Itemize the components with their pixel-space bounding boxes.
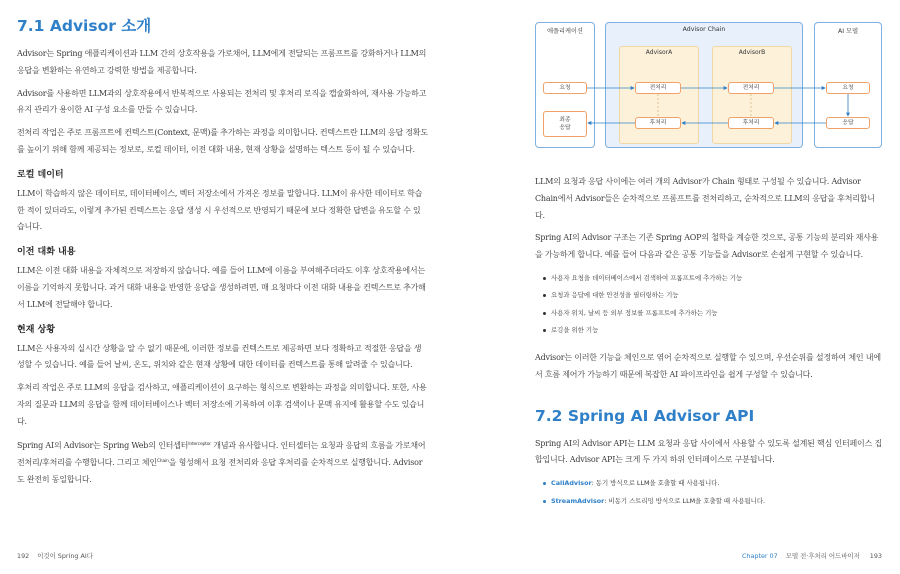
- interceptor-text-3: 을 형성해서 요청 전처리와 응답 후처리를 순차적으로 실행합니다. Advisor도 완전히 동일합니다.: [17, 458, 423, 485]
- ai-response-node: 응답: [826, 117, 870, 129]
- ai-request-node: 요청: [826, 82, 870, 94]
- interceptor-annotation: Interceptor: [188, 441, 211, 447]
- page-number-right: 193: [869, 552, 882, 560]
- api-item-call-advisor: [543, 475, 882, 493]
- feature-bullet-4: 로깅을 위한 기능: [543, 322, 882, 340]
- advisor-b-title: AdvisorB: [738, 49, 766, 56]
- previous-conversation-paragraph: LLM은 이전 대화 내용을 자체적으로 저장하지 않습니다. 예를 들어 LLM에 이름을 부여해주더라도 이후 상호작용에서는 이름을 기억하지 못합니다. 과거 대화 내용을 반영한 응답을 생성하려면, 매 요청마다 이전 대화 내용을 컨텍스트로 추가해서 LLM에 전달해야 합니다.: [17, 266, 426, 309]
- chapter-title: 모델 전·후처리 어드바이저: [785, 552, 860, 560]
- subheading-local-data: 로컬 데이터: [17, 169, 64, 180]
- postprocess-paragraph: 후처리 작업은 주로 LLM의 응답을 검사하고, 애플리케이션이 요구하는 형식으로 변환하는 과정을 의미합니다. 또한, 사용자의 질문과 LLM의 응답을 함께 데이터베이스나 벡터 저장소에 기록하여 이후 검색이나 문맥 유지에 활용할 수도 있습니다.: [17, 383, 427, 426]
- advisor-api-paragraph: Spring AI의 Advisor API는 LLM 요청과 응답 사이에서 사용할 수 있도록 설계된 핵심 인터페이스 집합입니다. Advisor API는 크게 두 가지 하위 인터페이스로 구분됩니다.: [535, 438, 882, 465]
- pipeline-paragraph: Advisor는 이러한 기능을 체인으로 엮어 순차적으로 실행할 수 있으며, 우선순위를 설정하여 체인 내에서 흐름 제어가 가능하기 때문에 복잡한 AI 파이프라인을 쉽게 구성할 수 있습니다.: [535, 352, 881, 379]
- feature-bullet-list: [535, 270, 882, 340]
- advisor-b-box: [712, 46, 792, 144]
- intro-paragraph-1: Advisor는 Spring 애플리케이션과 LLM 간의 상호작용을 가로채어, LLM에게 전달되는 프롬프트를 강화하거나 LLM의 응답을 변환하는 유연하고 강력한 방법을 제공합니다.: [17, 49, 427, 75]
- current-situation-paragraph: LLM은 사용자의 실시간 상황을 알 수 없기 때문에, 이러한 정보를 컨텍스트로 제공하면 보다 정확하고 적절한 응답을 생성할 수 있습니다. 예를 들어 날씨, 온도, 위치와 같은 현재 상황에 대한 데이터를 컨텍스트를 통해 알려줄 수 있습니다.: [17, 343, 422, 370]
- application-title: 애플리케이션: [547, 28, 583, 35]
- interceptor-text-2: 개념과 유사합니다. 인터셉터는 요청과 응답의 흐름을 가로채어 전처리/후처리를 수행합니다. 그리고 체인: [17, 440, 426, 468]
- section-heading-7-2: 7.2 Spring AI Advisor API: [535, 406, 755, 425]
- stream-advisor-desc: : 비동기 스트리밍 방식으로 LLM을 호출할 때 사용됩니다.: [604, 496, 766, 505]
- api-interface-list: [535, 475, 882, 510]
- feature-bullet-3: 사용자 위치, 날씨 등 외부 정보를 프롬프트에 추가하는 기능: [543, 305, 882, 323]
- advisor-a-postprocess-node: 후처리: [635, 117, 681, 129]
- page-number-left: 192: [17, 552, 30, 560]
- feature-bullet-1: 사용자 요청을 데이터베이스에서 검색하여 프롬프트에 추가하는 기능: [543, 270, 882, 288]
- api-item-stream-advisor: [543, 493, 882, 511]
- local-data-paragraph: LLM이 학습하지 않은 데이터로, 데이터베이스, 벡터 저장소에서 가져온 정보를 말합니다. LLM이 유사한 데이터로 학습한 적이 있더라도, 이렇게 추가된 컨텍스트는 응답 생성 시 우선적으로 반영되기 때문에 보다 정확한 답변을 유도할 수 있습니다.: [17, 188, 423, 232]
- advisor-a-box: [619, 46, 699, 144]
- interceptor-paragraph: [17, 437, 428, 489]
- advisor-chain-diagram: [535, 22, 882, 156]
- subheading-previous-conversation: 이전 대화 내용: [17, 247, 76, 258]
- call-advisor-desc: : 동기 방식으로 LLM을 호출할 때 사용됩니다.: [591, 479, 720, 488]
- right-footer: [742, 551, 882, 560]
- advisor-a-preprocess-node: 전처리: [635, 82, 681, 94]
- aop-paragraph: Spring AI의 Advisor 구조는 기존 Spring AOP의 철학을 계승한 것으로, 공통 기능의 분리와 재사용을 가능하게 합니다. 예를 들어 다음과 같은 공통 기능들을 Advisor로 손쉽게 구현할 수 있습니다.: [535, 233, 879, 260]
- chain-annotation: Chain: [156, 459, 169, 465]
- advisor-a-title: AdvisorA: [645, 49, 673, 56]
- subheading-current-situation: 현재 상황: [17, 324, 55, 335]
- feature-bullet-2: 요청과 응답에 대한 안전성을 필터링하는 기능: [543, 287, 882, 305]
- intro-paragraph-3: 전처리 작업은 주로 프롬프트에 컨텍스트(Context, 문맥)를 추가하는 과정을 의미합니다. 컨텍스트란 LLM의 응답 정확도를 높이기 위해 함께 제공되는 정보로, 로컬 데이터, 이전 대화 내용, 현재 상황을 설명하는 텍스트 등이 될 수 있습니다.: [17, 128, 428, 154]
- advisor-b-preprocess-node: 전처리: [728, 82, 774, 94]
- book-title: 이것이 Spring AI다: [37, 552, 93, 560]
- interceptor-text-1: Spring AI의 Advisor는 Spring Web의 인터셉터: [17, 440, 189, 450]
- call-advisor-name: CallAdvisor: [551, 479, 592, 488]
- final-response-node: [543, 111, 587, 137]
- section-heading-7-1: 7.1 Advisor 소개: [17, 17, 152, 35]
- advisor-chain-title: Advisor Chain: [682, 26, 726, 33]
- chain-description-paragraph: LLM의 요청과 응답 사이에는 여러 개의 Advisor가 Chain 형태로 구성될 수 있습니다. Advisor Chain에서 Advisor들은 순차적으로 프롬프트를 전처리하고, 순차적으로 LLM의 응답을 후처리합니다.: [535, 177, 875, 220]
- ai-model-title: AI 모델: [838, 28, 858, 35]
- final-response-label: 최종 응답: [559, 117, 571, 131]
- chapter-label: Chapter 07: [741, 552, 778, 560]
- intro-paragraph-2: Advisor를 사용하면 LLM과의 상호작용에서 반복적으로 사용되는 전처리 및 후처리 로직을 캡슐화하여, 재사용 가능하고 유지 관리가 용이한 AI 구성 요소를 만들 수 있습니다.: [17, 88, 427, 115]
- right-page: [450, 0, 900, 574]
- request-node: 요청: [543, 82, 587, 94]
- stream-advisor-name: StreamAdvisor: [551, 496, 605, 505]
- advisor-b-postprocess-node: 후처리: [728, 117, 774, 129]
- left-footer: [17, 551, 93, 560]
